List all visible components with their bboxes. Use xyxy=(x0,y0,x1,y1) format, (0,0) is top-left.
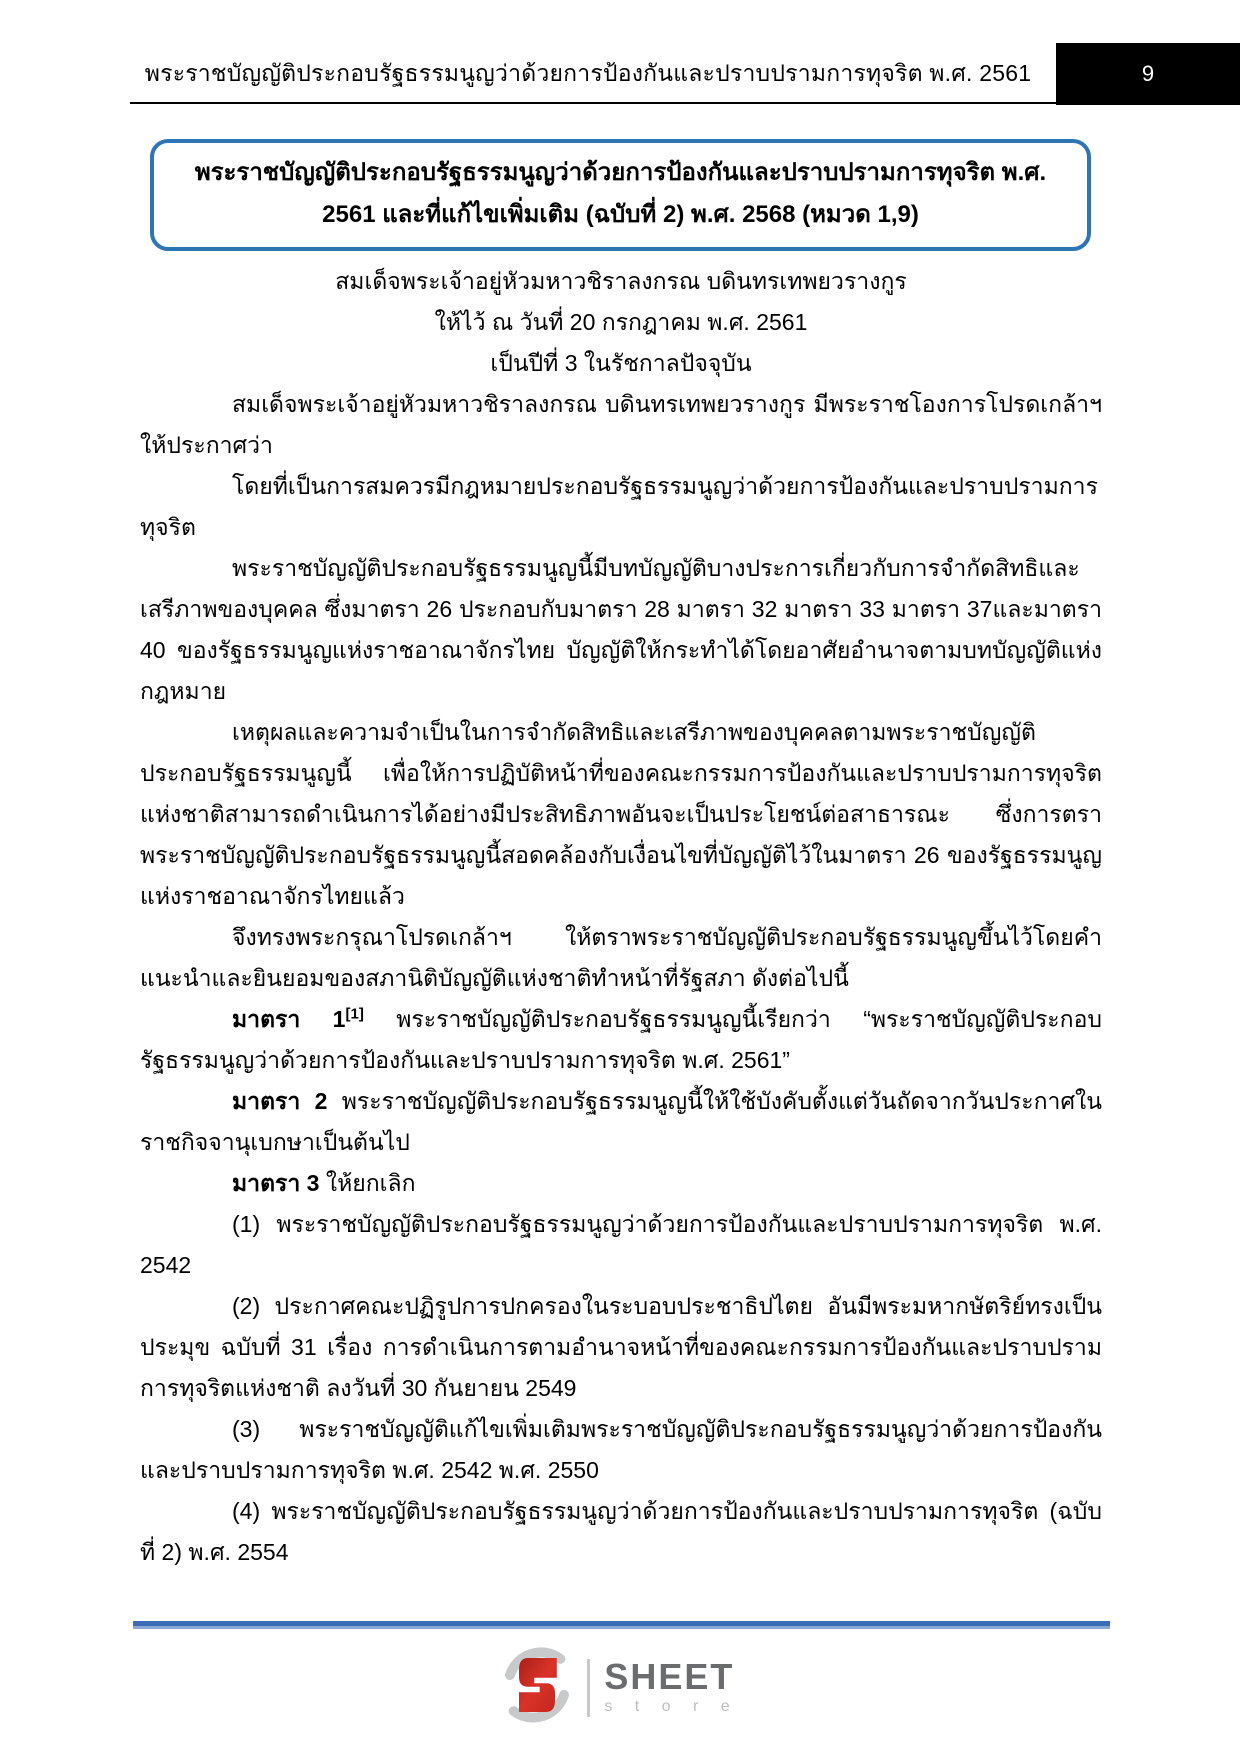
royal-name-line: สมเด็จพระเจ้าอยู่หัวมหาวชิราลงกรณ บดินทรเทพยวรางกูร xyxy=(335,268,907,294)
given-date-line: ให้ไว้ ณ วันที่ 20 กรกฎาคม พ.ศ. 2561 xyxy=(434,309,808,335)
paragraph-text: (3) พระราชบัญญัติแก้ไขเพิ่มเติมพระราชบัญญัติประกอบรัฐธรรมนูญว่าด้วยการป้องกันและปราบปรามการทุจริต พ.ศ. 2542 พ.ศ. 2550 xyxy=(140,1416,1102,1483)
section-lead: มาตรา 1 xyxy=(232,1006,346,1032)
running-header-title: พระราชบัญญัติประกอบรัฐธรรมนูญว่าด้วยการป้องกันและปราบปรามการทุจริต พ.ศ. 2561 xyxy=(144,60,1032,86)
section-lead: มาตรา 3 xyxy=(232,1170,320,1196)
page-header xyxy=(130,43,1240,105)
paragraph-text: เหตุผลและความจำเป็นในการจำกัดสิทธิและเสรีภาพของบุคคลตามพระราชบัญญัติประกอบรัฐธรรมนูญนี้ เพื่อให้การปฏิบัติหน้าที่ของคณะกรรมการป้องกันและปราบปรามการทุจริตแห่งชาติสามารถดำเนินการได้อย่างมีประสิทธิภาพอันจะเป็นประโยชน์ต่อสาธารณะ ซึ่งการตราพระราชบัญญัติประกอบรัฐธรรมนูญนี้สอดคล้องกับเงื่อนไขที่บัญญัติไว้ในมาตรา 26 ของรัฐธรรมนูญแห่งราชอาณาจักรไทยแล้ว xyxy=(140,719,1102,909)
paragraph-item-3 xyxy=(140,1409,1102,1491)
paragraph-section-2 xyxy=(140,1081,1102,1163)
header-divider xyxy=(130,102,1113,104)
logo-divider xyxy=(587,1659,590,1717)
paragraph-text: พระราชบัญญัติประกอบรัฐธรรมนูญนี้มีบทบัญญัติบางประการเกี่ยวกับการจำกัดสิทธิและเสรีภาพของบุคคล ซึ่งมาตรา 26 ประกอบกับมาตรา 28 มาตรา 32 มาตรา 33 มาตรา 37และมาตรา 40 ของรัฐธรรมนูญแห่งราชอาณาจักรไทย บัญญัติให้กระทำได้โดยอาศัยอำนาจตามบทบัญญัติแห่งกฎหมาย xyxy=(140,555,1102,704)
paragraph xyxy=(140,548,1102,712)
sheet-store-logo xyxy=(0,1646,1240,1729)
paragraph xyxy=(140,712,1102,917)
section-lead: มาตรา 2 xyxy=(232,1088,328,1114)
page-number: 9 xyxy=(1141,61,1155,86)
paragraph-text: พระราชบัญญัติประกอบรัฐธรรมนูญนี้ให้ใช้บังคับตั้งแต่วันถัดจากวันประกาศในราชกิจจานุเบกษาเป็นต้นไป xyxy=(140,1088,1103,1155)
reign-year-line: เป็นปีที่ 3 ในรัชกาลปัจจุบัน xyxy=(490,350,752,376)
paragraph-text: สมเด็จพระเจ้าอยู่หัวมหาวชิราลงกรณ บดินทรเทพยวรางกูร มีพระราชโองการโปรดเกล้าฯให้ประกาศว่า xyxy=(140,391,1102,458)
paragraph-text: (1) พระราชบัญญัติประกอบรัฐธรรมนูญว่าด้วยการป้องกันและปราบปรามการทุจริต พ.ศ. 2542 xyxy=(140,1211,1102,1278)
paragraph-item-2 xyxy=(140,1286,1102,1409)
page-number-badge xyxy=(1056,43,1240,105)
paragraph-text: (2) ประกาศคณะปฏิรูปการปกครองในระบอบประชาธิปไตย อันมีพระมหากษัตริย์ทรงเป็นประมุข ฉบับที่ 31 เรื่อง การดำเนินการตามอำนาจหน้าที่ของคณะกรรมการป้องกันและปราบปรามการทุจริตแห่งชาติ ลงวันที่ 30 กันยายน 2549 xyxy=(140,1293,1102,1401)
brand-text-block xyxy=(604,1655,739,1717)
act-title-box xyxy=(150,139,1091,251)
paragraph-item-1 xyxy=(140,1204,1102,1286)
paragraph-text: (4) พระราชบัญญัติประกอบรัฐธรรมนูญว่าด้วยการป้องกันและปราบปรามการทุจริต (ฉบับที่ 2) พ.ศ. 2554 xyxy=(140,1498,1102,1565)
paragraph-section-1 xyxy=(140,999,1102,1081)
paragraph-item-4 xyxy=(140,1491,1102,1573)
paragraph-text: โดยที่เป็นการสมควรมีกฎหมายประกอบรัฐธรรมนูญว่าด้วยการป้องกันและปราบปรามการทุจริต xyxy=(140,473,1098,540)
paragraph-section-3 xyxy=(140,1163,1102,1204)
paragraph-text: ให้ยกเลิก xyxy=(319,1170,416,1196)
brand-subtitle: s t o r e xyxy=(604,1697,739,1715)
paragraph-text: พระราชบัญญัติประกอบรัฐธรรมนูญนี้เรียกว่า “พระราชบัญญัติประกอบรัฐธรรมนูญว่าด้วยการป้องกันและปราบปรามการทุจริต พ.ศ. 2561” xyxy=(140,1006,1102,1073)
paragraph xyxy=(140,384,1102,466)
document-body xyxy=(140,261,1102,1573)
paragraph-text: จึงทรงพระกรุณาโปรดเกล้าฯ ให้ตราพระราชบัญญัติประกอบรัฐธรรมนูญขึ้นไว้โดยคำแนะนำและยินยอมของสภานิติบัญญัติแห่งชาติทำหน้าที่รัฐสภา ดังต่อไปนี้ xyxy=(140,924,1102,991)
brand-name: SHEET xyxy=(604,1655,735,1697)
paragraph xyxy=(140,917,1102,999)
paragraph xyxy=(140,466,1102,548)
act-title-text: พระราชบัญญัติประกอบรัฐธรรมนูญว่าด้วยการป้องกันและปราบปรามการทุจริต พ.ศ. 2561 และที่แก้ไขเพิ่มเติม (ฉบับที่ 2) พ.ศ. 2568 (หมวด 1,9) xyxy=(194,159,1047,228)
footnote-ref: [1] xyxy=(345,1005,364,1023)
footer-divider-bar xyxy=(133,1621,1110,1629)
sheet-store-s-icon xyxy=(501,1646,573,1729)
